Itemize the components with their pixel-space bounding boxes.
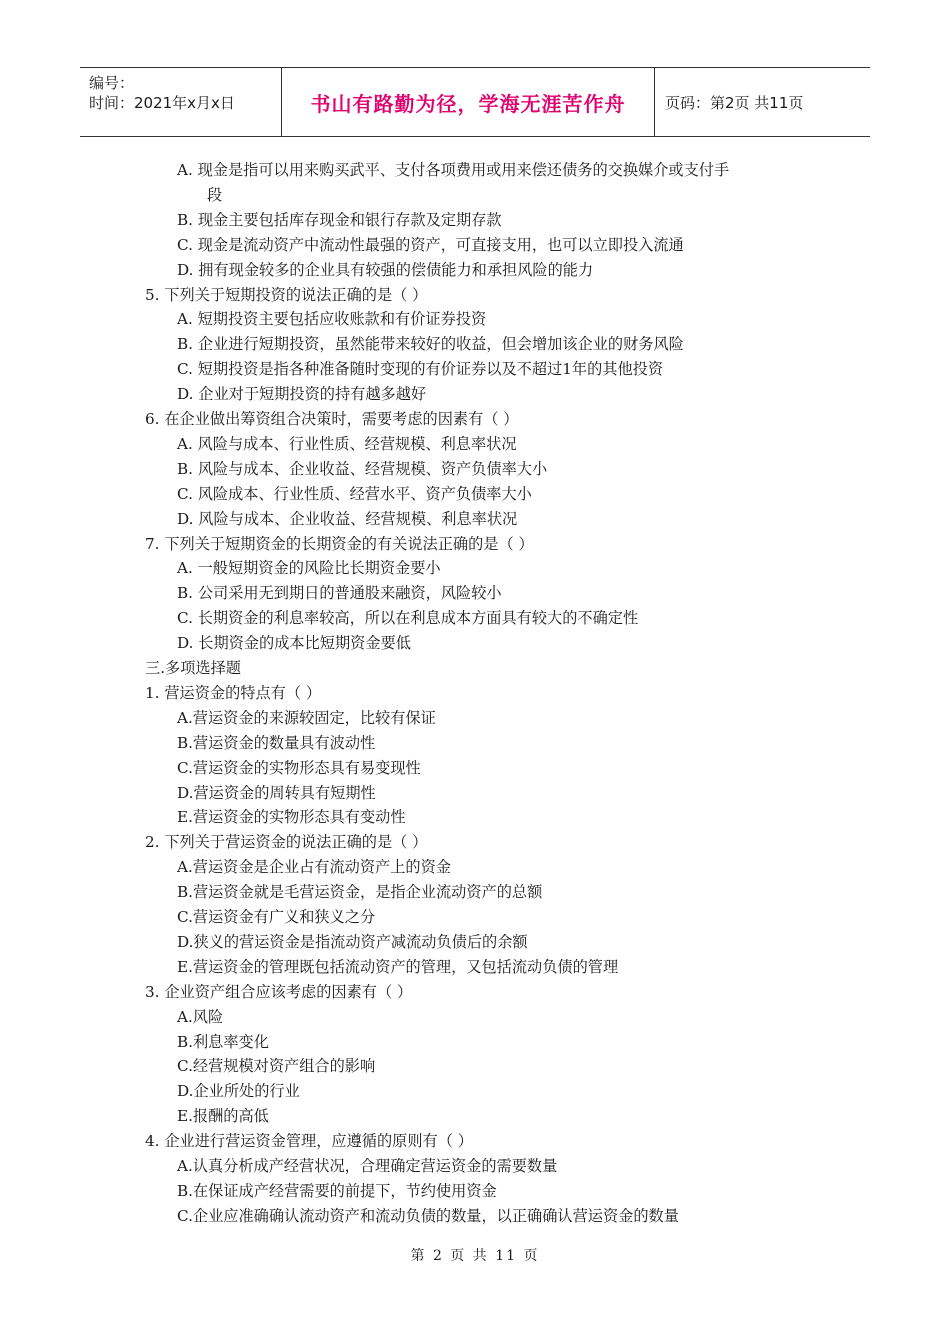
option-line: A.营运资金的来源较固定，比较有保证 <box>177 708 436 727</box>
option-line: E.营运资金的实物形态具有变动性 <box>177 808 406 827</box>
option-line: C. 长期资金的利息率较高，所以在利息成本方面具有较大的不确定性 <box>177 609 639 628</box>
option-line: C.企业应准确确认流动资产和流动负债的数量，以正确确认营运资金的数量 <box>177 1206 679 1225</box>
option-line: D. 企业对于短期投资的持有越多越好 <box>177 385 427 404</box>
question-line: 4. 企业进行营运资金管理，应遵循的原则有（ ） <box>145 1132 473 1151</box>
option-line: B. 现金主要包括库存现金和银行存款及定期存款 <box>177 210 502 229</box>
option-line: A.认真分析成产经营状况，合理确定营运资金的需要数量 <box>177 1157 558 1175</box>
option-line: E.营运资金的管理既包括流动资产的管理，又包括流动负债的管理 <box>177 957 619 976</box>
option-line: D. 长期资金的成本比短期资金要低 <box>177 634 411 653</box>
question-line: 3. 企业资产组合应该考虑的因素有（ ） <box>145 982 413 1001</box>
option-line: C. 现金是流动资产中流动性最强的资产，可直接支用，也可以立即投入流通 <box>177 235 684 254</box>
question-line: 三.多项选择题 <box>145 659 241 677</box>
question-line: 1. 营运资金的特点有（ ） <box>145 683 322 702</box>
option-line: C.经营规模对资产组合的影响 <box>177 1057 376 1076</box>
question-line: 2. 下列关于营运资金的说法正确的是（ ） <box>145 833 428 852</box>
option-line: A. 一般短期资金的风险比长期资金要小 <box>177 559 441 578</box>
option-line: D.狭义的营运资金是指流动资产减流动负债后的余额 <box>177 932 528 951</box>
page-info: 页码：第2页 共11页 <box>665 93 804 112</box>
option-line: B.在保证成产经营需要的前提下，节约使用资金 <box>177 1181 497 1200</box>
option-line: D. 风险与成本、企业收益、经营规模、利息率状况 <box>177 509 518 528</box>
option-line: A.风险 <box>177 1007 224 1026</box>
option-line: D.营运资金的周转具有短期性 <box>177 783 376 802</box>
option-line: 段 <box>207 185 223 204</box>
option-line: A.营运资金是企业占有流动资产上的资金 <box>177 858 451 877</box>
option-line: D.企业所处的行业 <box>177 1082 300 1101</box>
option-line: B. 风险与成本、企业收益、经营规模、资产负债率大小 <box>177 459 548 478</box>
option-line: C. 短期投资是指各种准备随时变现的有价证券以及不超过1年的其他投资 <box>177 360 664 379</box>
option-line: A. 短期投资主要包括应收账款和有价证券投资 <box>177 310 487 329</box>
option-line: B.营运资金就是毛营运资金，是指企业流动资产的总额 <box>177 883 543 902</box>
option-line: D. 拥有现金较多的企业具有较强的偿债能力和承担风险的能力 <box>177 260 594 279</box>
option-line: C.营运资金的实物形态具有易变现性 <box>177 758 421 777</box>
number-label: 编号： <box>89 74 135 92</box>
question-line: 5. 下列关于短期投资的说法正确的是（ ） <box>145 285 428 304</box>
question-line: 7. 下列关于短期资金的长期资金的有关说法正确的是（ ） <box>145 534 534 553</box>
option-line: C. 风险成本、行业性质、经营水平、资产负债率大小 <box>177 484 532 503</box>
option-line: B.营运资金的数量具有波动性 <box>177 733 376 752</box>
motto: 书山有路勤为径，学海无涯苦作舟 <box>310 91 626 116</box>
time-label: 时间：2021年x月x日 <box>89 94 235 112</box>
option-line: E.报酬的高低 <box>177 1107 269 1126</box>
option-line: A. 现金是指可以用来购买武平、支付各项费用或用来偿还债务的交换媒介或支付手 <box>177 161 730 179</box>
option-line: B. 企业进行短期投资，虽然能带来较好的收益，但会增加该企业的财务风险 <box>177 335 684 354</box>
option-line: C.营运资金有广义和狭义之分 <box>177 908 376 926</box>
option-line: B. 公司采用无到期日的普通股来融资，风险较小 <box>177 584 502 603</box>
question-line: 6. 在企业做出筹资组合决策时，需要考虑的因素有（ ） <box>145 410 519 428</box>
option-line: B.利息率变化 <box>177 1032 269 1051</box>
option-line: A. 风险与成本、行业性质、经营规模、利息率状况 <box>177 434 517 453</box>
page-footer: 第 2 页 共 11 页 <box>410 1248 540 1264</box>
